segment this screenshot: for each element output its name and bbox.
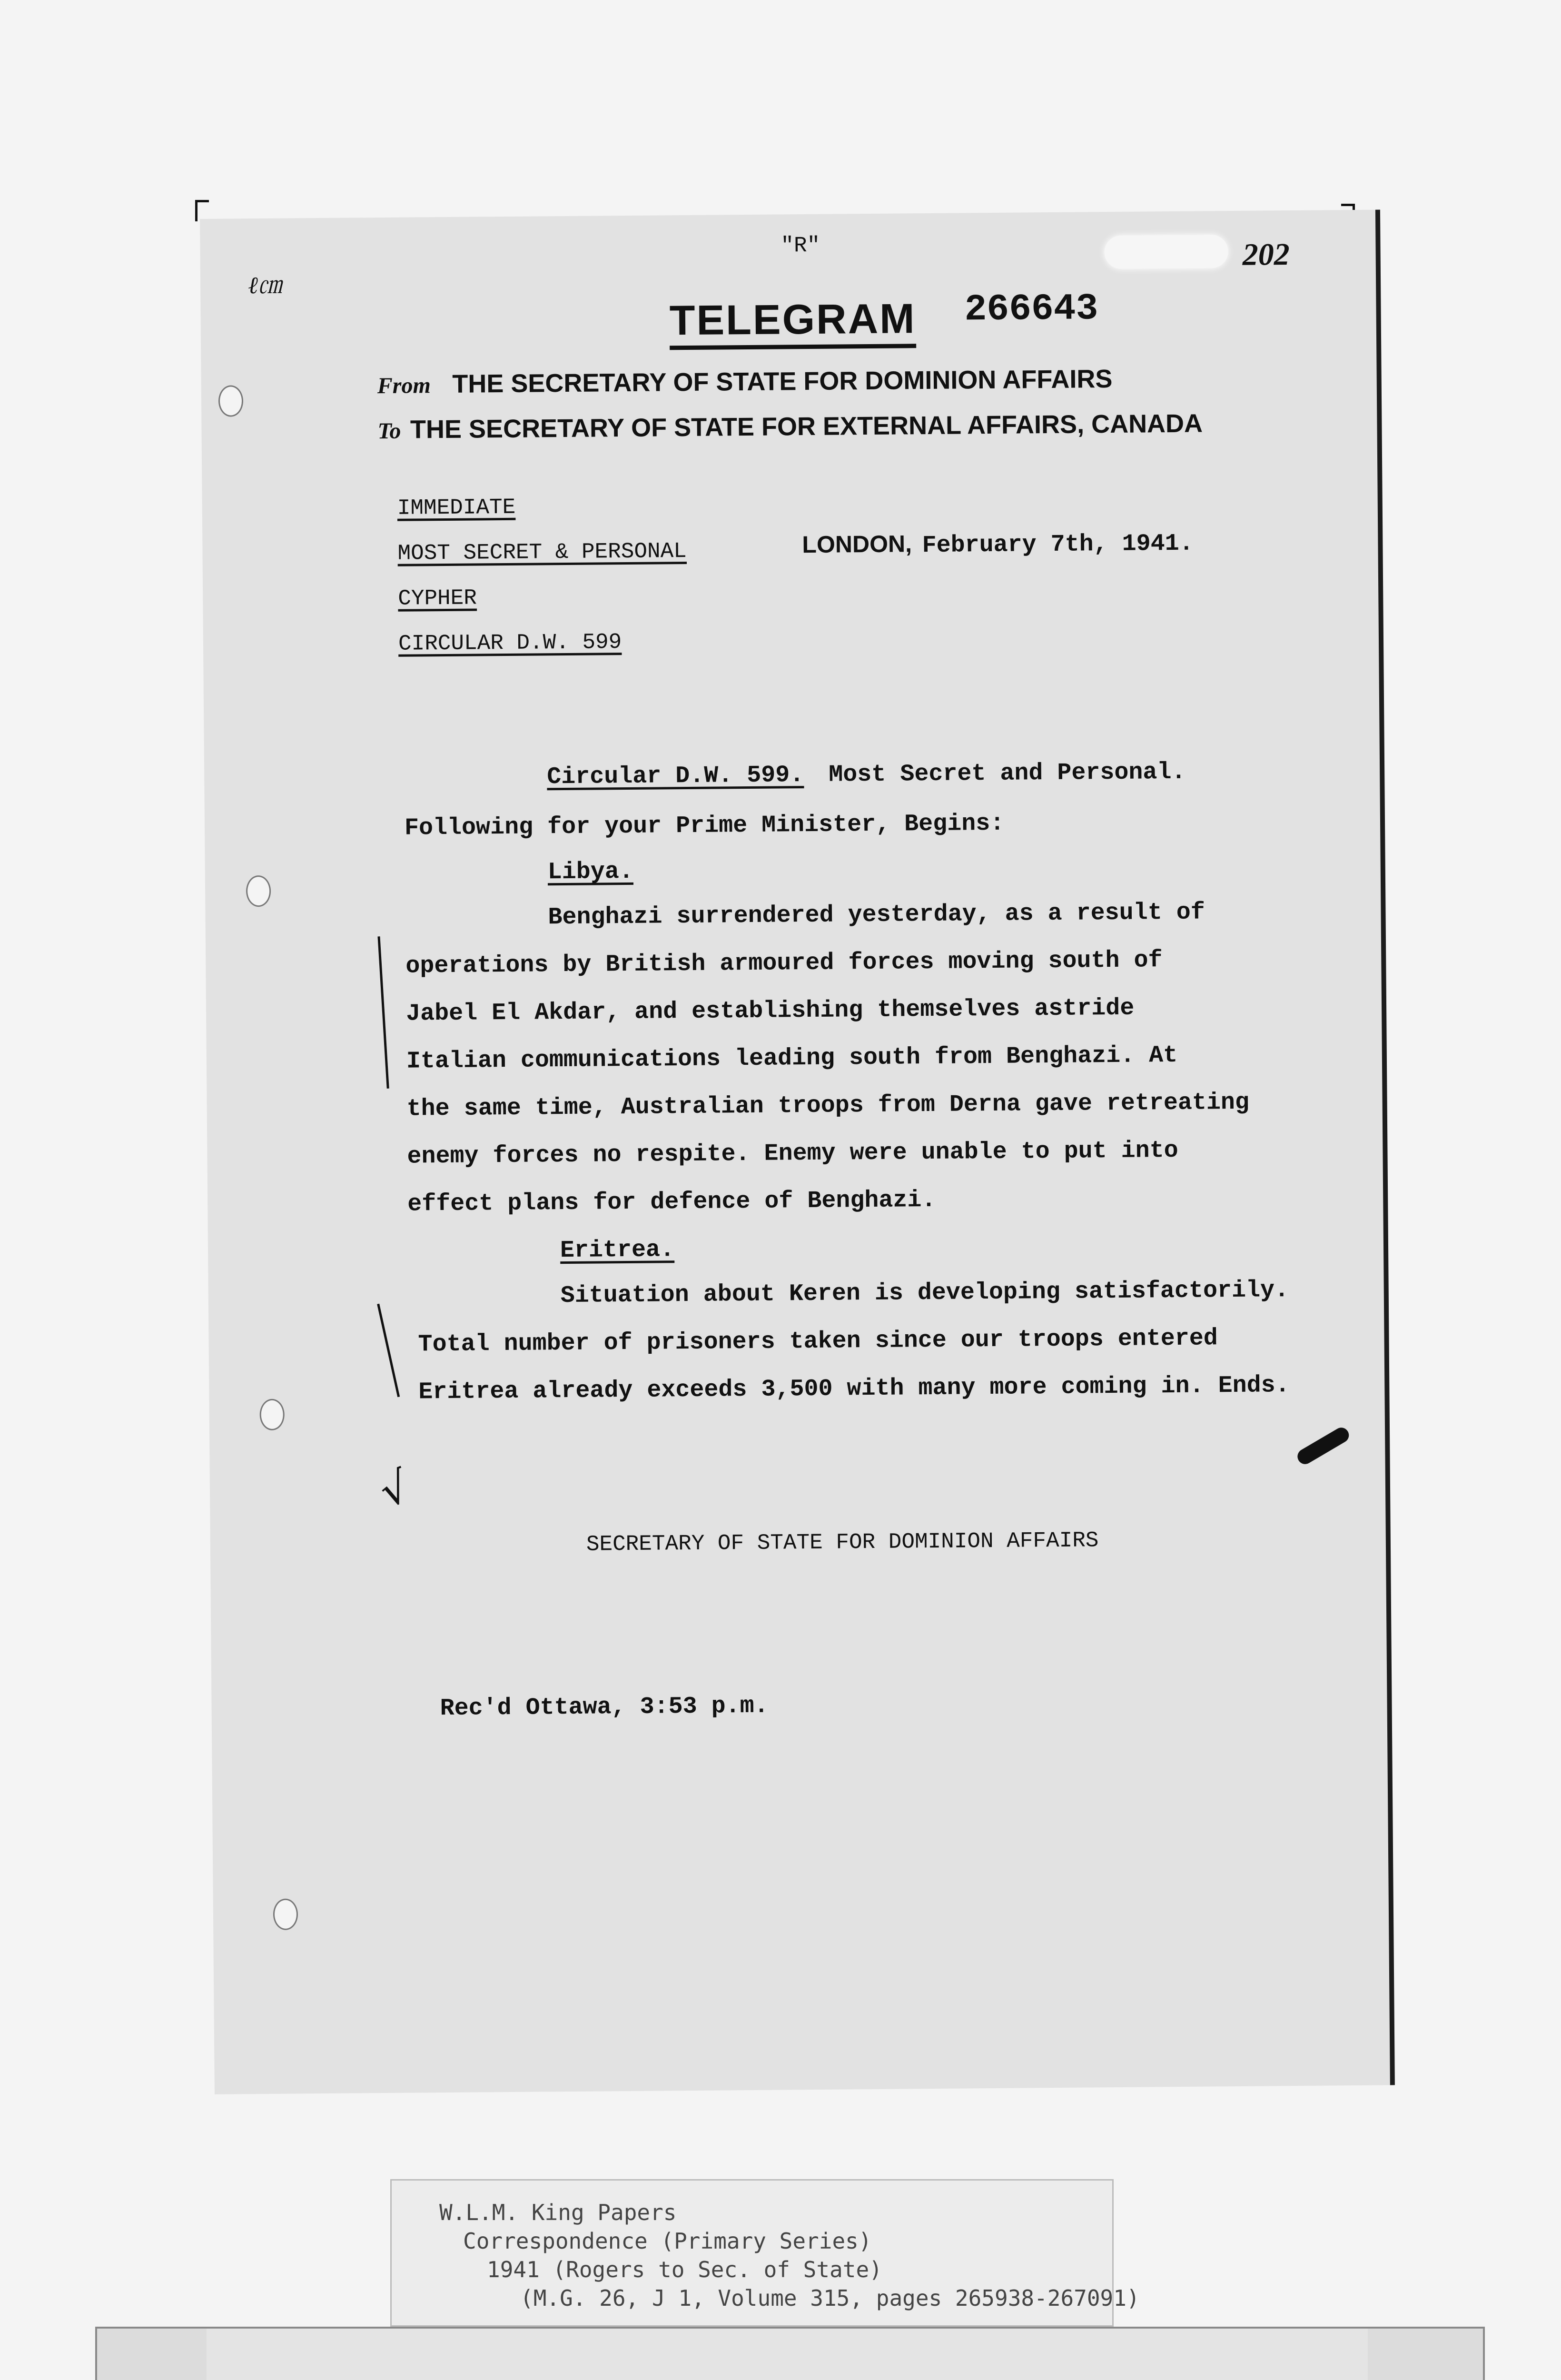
to-text: THE SECRETARY OF STATE FOR EXTERNAL AFFAIRS, CANADA [410,409,1203,444]
section-libya-heading: Libya. [547,858,634,886]
ref-line-4: (M.G. 26, J 1, Volume 315, pages 265938-267091) [520,2285,1140,2311]
crop-mark-top-left [195,200,209,221]
class-most-secret: MOST SECRET & PERSONAL [397,538,687,566]
from-label: From [377,373,431,399]
class-immediate: IMMEDIATE [397,495,516,521]
from-text: THE SECRETARY OF STATE FOR DOMINION AFFAIRS [452,364,1113,398]
intro-rest: Most Secret and Personal. [829,758,1186,789]
to-label: To [377,418,401,444]
intro-ref: Circular D.W. 599. [547,762,804,791]
check-mark: √ [373,1461,416,1518]
from-line [377,364,1113,399]
eritrea-line-3: Eritrea already exceeds 3,500 with many more coming in. Ends. [418,1372,1290,1406]
class-circular: CIRCULAR D.W. 599 [398,630,622,656]
to-line [377,408,1203,445]
libya-line-7: effect plans for defence of Benghazi. [407,1186,936,1218]
following-line: Following for your Prime Minister, Begins: [404,810,1005,842]
section-eritrea-heading: Eritrea. [560,1236,675,1265]
eritrea-line-1: Situation about Keren is developing satisfactorily. [560,1277,1289,1310]
signature: SECRETARY OF STATE FOR DOMINION AFFAIRS [586,1528,1099,1557]
libya-line-3: Jabel El Akdar, and establishing themselves astride [405,994,1135,1028]
mark-r: "R" [780,233,820,258]
punch-hole-3 [259,1399,285,1430]
punch-hole-1 [218,385,244,416]
received-line: Rec'd Ottawa, 3:53 p.m. [440,1692,769,1723]
ref-line-3: 1941 (Rogers to Sec. of State) [487,2257,882,2282]
punch-hole-4 [273,1898,298,1930]
margin-line-libya [377,936,389,1089]
punch-hole-2 [246,875,271,907]
archives-card-face [207,2329,1368,2380]
libya-line-4: Italian communications leading south from Benghazi. At [406,1041,1178,1075]
telegram-title [669,294,916,345]
class-cypher: CYPHER [398,585,477,611]
ref-line-1: W.L.M. King Papers [439,2200,677,2225]
archives-card [95,2327,1485,2380]
intro-line [547,759,1186,791]
margin-line-eritrea [377,1304,400,1397]
date: February 7th, 1941. [922,530,1194,560]
libya-line-5: the same time, Australian troops from Derna gave retreating [406,1089,1250,1123]
date-line [802,528,1194,560]
libya-line-6: enemy forces no respite. Enemy were unable to put into [407,1137,1178,1170]
stamp-smudge [1104,235,1228,269]
handwritten-folio: 202 [1242,237,1290,272]
telegram-number: 266643 [964,288,1098,331]
libya-line-1: Benghazi surrendered yesterday, as a result of [548,899,1205,932]
telegram-sheet [200,210,1395,2094]
title-text: TELEGRAM [669,295,916,350]
corner-scribble: ℓ㎝ [247,271,282,299]
libya-line-2: operations by British armoured forces moving south of [405,947,1163,980]
ref-line-2: Correspondence (Primary Series) [463,2228,872,2254]
ink-blot [1294,1425,1352,1467]
place: LONDON, [802,530,912,558]
eritrea-line-2: Total number of prisoners taken since our troops entered [418,1325,1218,1359]
reference-label [390,2179,1140,2327]
